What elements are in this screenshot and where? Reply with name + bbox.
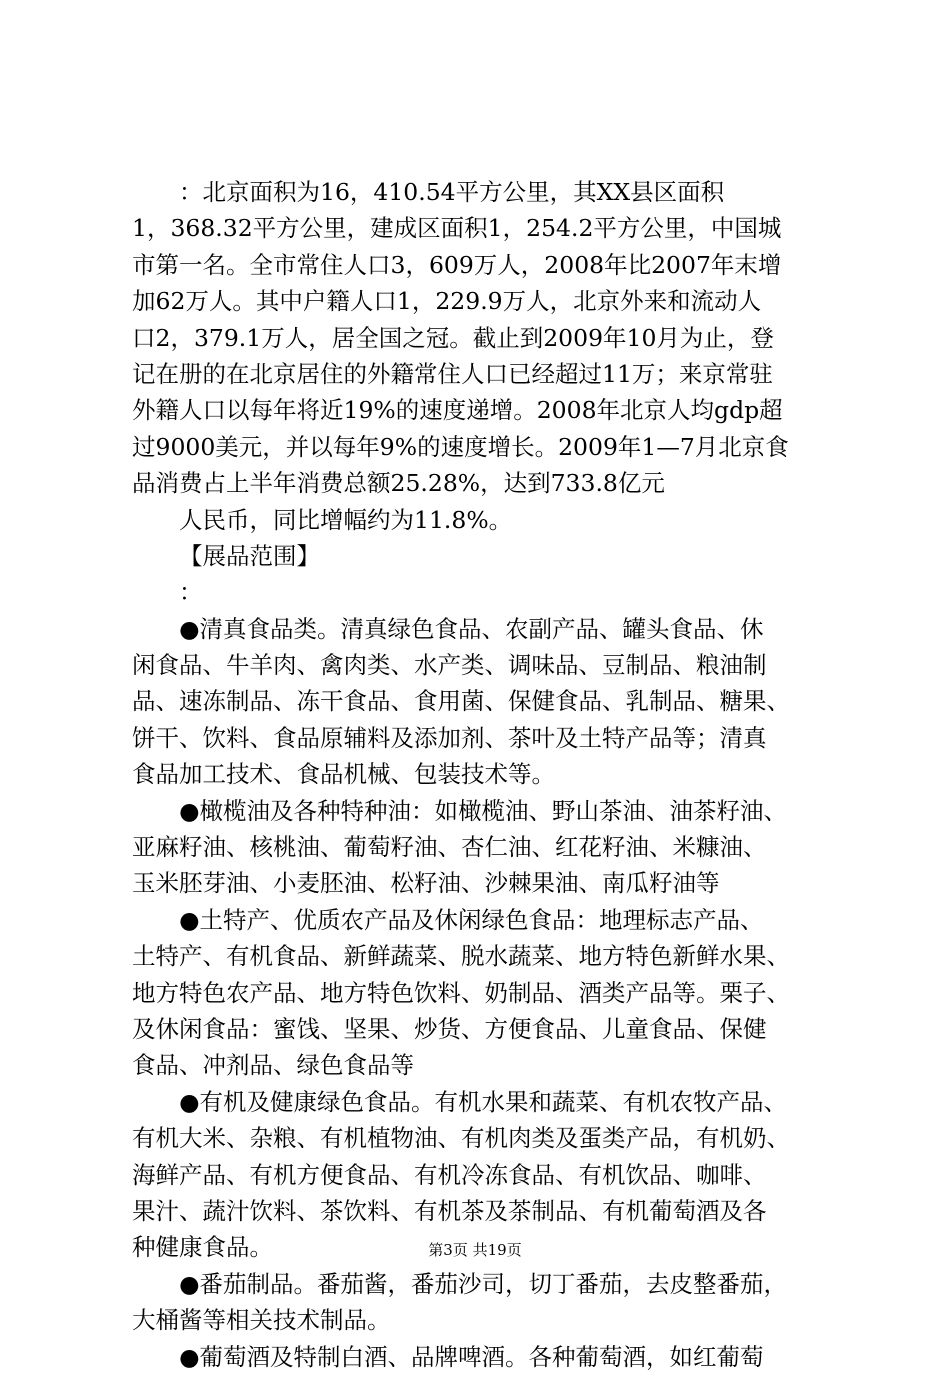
- text-line: 种健康食品。: [132, 1233, 273, 1262]
- page-number-footer: 第3页 共19页: [428, 1241, 522, 1259]
- bullet-item-start: ●清真食品类。清真绿色食品、农副产品、罐头食品、休: [179, 614, 764, 643]
- bullet-item-start: ●番茄制品。番茄酱，番茄沙司，切丁番茄，去皮整番茄，: [179, 1269, 788, 1298]
- text-line: 饼干、饮料、食品原辅料及添加剂、茶叶及土特产品等；清真: [132, 723, 767, 752]
- text-line: 市第一名。全市常住人口3，609万人，2008年比2007年末增: [132, 250, 782, 279]
- text-line: 1，368.32平方公里，建成区面积1，254.2平方公里，中国城: [132, 214, 782, 243]
- text-line: 品、速冻制品、冻干食品、食用菌、保健食品、乳制品、糖果、: [132, 687, 790, 716]
- text-line: 有机大米、杂粮、有机植物油、有机肉类及蛋类产品，有机奶、: [132, 1124, 790, 1153]
- text-line: 人民币，同比增幅约为11.8%。: [179, 505, 513, 534]
- text-line: 口2，379.1万人，居全国之冠。截止到2009年10月为止，登: [132, 323, 774, 352]
- bullet-item-start: ●有机及健康绿色食品。有机水果和蔬菜、有机农牧产品、: [179, 1087, 788, 1116]
- text-line: 亚麻籽油、核桃油、葡萄籽油、杏仁油、红花籽油、米糠油、: [132, 833, 767, 862]
- text-line: ：: [179, 578, 203, 607]
- text-line: 加62万人。其中户籍人口1，229.9万人，北京外来和流动人: [132, 287, 762, 316]
- text-line: 地方特色农产品、地方特色饮料、奶制品、酒类产品等。栗子、: [132, 978, 790, 1007]
- bullet-item-start: ●土特产、优质农产品及休闲绿色食品：地理标志产品、: [179, 905, 764, 934]
- text-line: 闲食品、牛羊肉、禽肉类、水产类、调味品、豆制品、粮油制: [132, 651, 767, 680]
- text-line: 记在册的在北京居住的外籍常住人口已经超过11万；来京常驻: [132, 359, 773, 388]
- text-line: ：北京面积为16，410.54平方公里，其XX县区面积: [179, 178, 725, 206]
- bullet-item-start: ●葡萄酒及特制白酒、品牌啤酒。各种葡萄酒，如红葡萄: [179, 1342, 764, 1371]
- text-line: 过9000美元，并以每年9%的速度增长。2009年1—7月北京食: [132, 432, 789, 461]
- text-line: 品消费占上半年消费总额25.28%，达到733.8亿元: [132, 469, 665, 498]
- bullet-item-start: ●橄榄油及各种特种油：如橄榄油、野山茶油、油茶籽油、: [179, 796, 788, 825]
- text-line: 大桶酱等相关技术制品。: [132, 1306, 391, 1335]
- text-line: 玉米胚芽油、小麦胚油、松籽油、沙棘果油、南瓜籽油等: [132, 869, 720, 898]
- text-line: 及休闲食品：蜜饯、坚果、炒货、方便食品、儿童食品、保健: [132, 1014, 767, 1043]
- section-heading: 【展品范围】: [179, 541, 320, 570]
- text-line: 土特产、有机食品、新鲜蔬菜、脱水蔬菜、地方特色新鲜水果、: [132, 942, 790, 971]
- text-line: 海鲜产品、有机方便食品、有机冷冻食品、有机饮品、咖啡、: [132, 1160, 767, 1189]
- text-line: 食品加工技术、食品机械、包装技术等。: [132, 760, 555, 789]
- document-body: [132, 174, 832, 1375]
- text-line: 果汁、蔬汁饮料、茶饮料、有机茶及茶制品、有机葡萄酒及各: [132, 1196, 767, 1225]
- text-line: 食品、冲剂品、绿色食品等: [132, 1051, 414, 1080]
- text-line: 外籍人口以每年将近19%的速度递增。2008年北京人均gdp超: [132, 396, 783, 425]
